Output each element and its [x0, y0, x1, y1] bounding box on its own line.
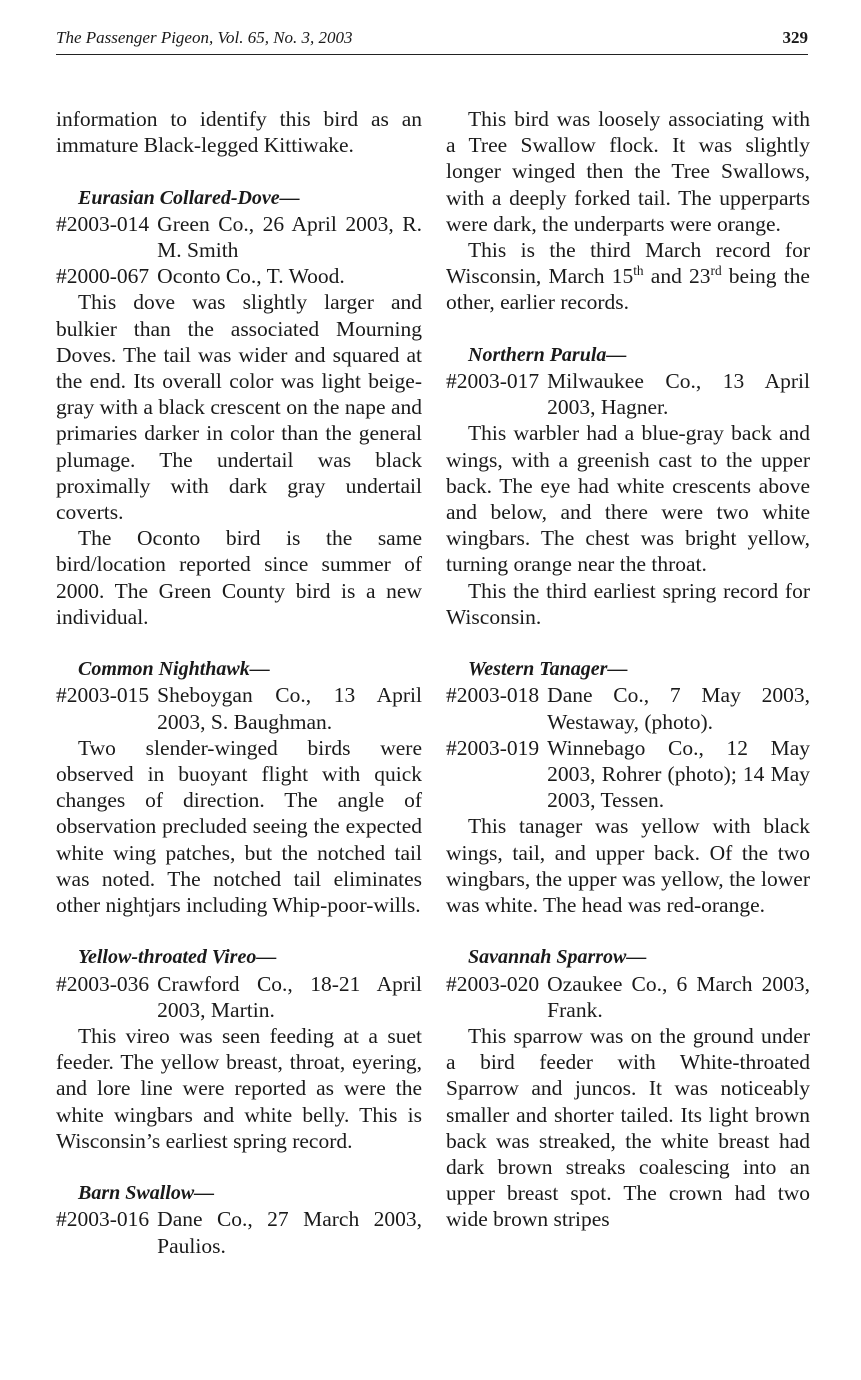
record-number: #2003-020 — [446, 971, 540, 996]
record-entry — [446, 682, 810, 734]
ordinal-suffix: rd — [710, 263, 722, 279]
description-paragraph: This sparrow was on the ground under a bird feeder with White-throated Sparrow and juncos. It was noticeably smaller and shorter tailed. Its light brown back was streaked, the white breast had dark brown streaks coalescing into an upper breast spot. The crown had two wide brown stripes — [446, 1024, 810, 1232]
record-details: Winnebago Co., 12 May 2003, Rohrer (photo); 14 May 2003, Tessen. — [547, 735, 810, 813]
record-details: Dane Co., 7 May 2003, Westaway, (photo). — [547, 683, 810, 734]
running-header — [56, 28, 808, 55]
record-details: Dane Co., 27 March 2003, Paulios. — [157, 1207, 422, 1258]
record-details: Oconto Co., T. Wood. — [157, 264, 345, 289]
record-number: #2003-036 — [56, 971, 150, 996]
description-paragraph — [446, 237, 810, 316]
ordinal-suffix: th — [633, 263, 644, 279]
description-paragraph: This bird was loosely associating with a Tree Swallow flock. It was slightly longer winged then the Tree Swallows, with a deeply forked tail. The upperparts were dark, the underparts were orange. — [446, 107, 810, 236]
text-run: This is the third March record for Wisconsin, March 15 — [446, 238, 810, 289]
species-heading-sparrow: Savannah Sparrow— — [468, 946, 647, 969]
record-details: Ozaukee Co., 6 March 2003, Frank. — [547, 971, 810, 1022]
description-paragraph: This the third earliest spring record for Wisconsin. — [446, 578, 810, 629]
record-details: Crawford Co., 18-21 April 2003, Martin. — [157, 971, 422, 1022]
page-number: 329 — [782, 28, 808, 47]
description-paragraph: Two slender-winged birds were observed in buoyant flight with quick changes of direction. The angle of observation precluded seeing the expected white wing patches, but the notched tail was noted. The notched tail eliminates other nightjars including Whip-poor-wills. — [56, 735, 422, 918]
record-number: #2003-015 — [56, 683, 150, 708]
record-entry — [446, 735, 810, 814]
record-details: Green Co., 26 April 2003, R. M. Smith — [157, 211, 422, 262]
species-heading-parula: Northern Parula— — [468, 343, 627, 366]
description-paragraph: This dove was slightly larger and bulkier than the associated Mourning Doves. The tail was wider and squared at the end. Its overall color was light beige-gray with a black crescent on the nape and primaries darker in color than the general plumage. The undertail was black proximally with dark gray undertail coverts. — [56, 290, 422, 525]
left-column — [56, 106, 422, 1259]
species-heading-tanager: Western Tanager— — [468, 658, 628, 681]
record-details: Milwaukee Co., 13 April 2003, Hagner. — [547, 369, 810, 420]
continued-paragraph: information to identify this bird as an immature Black-legged Kittiwake. — [56, 107, 422, 158]
right-column — [446, 106, 810, 1233]
species-heading-vireo: Yellow-throated Vireo— — [78, 946, 277, 969]
record-number: #2000-067 — [56, 264, 150, 289]
text-run: and 23 — [643, 264, 711, 289]
species-heading-barn-swallow: Barn Swallow— — [78, 1182, 215, 1205]
record-number: #2003-018 — [446, 683, 540, 708]
record-entry — [56, 682, 422, 734]
journal-citation: The Passenger Pigeon, Vol. 65, No. 3, 2003 — [56, 28, 353, 47]
record-entry — [56, 971, 422, 1023]
description-paragraph: This warbler had a blue-gray back and wings, with a greenish cast to the upper back. The eye had white crescents above and below, and there were two white wingbars. The chest was bright yellow, turning orange near the throat. — [446, 421, 810, 577]
record-number: #2003-017 — [446, 369, 540, 394]
species-heading-nighthawk: Common Nighthawk— — [78, 658, 270, 681]
record-number: #2003-014 — [56, 211, 150, 236]
description-paragraph: This tanager was yellow with black wings, tail, and upper back. Of the two wingbars, the upper was yellow, the lower was white. The head was red-orange. — [446, 814, 810, 918]
record-entry — [56, 1206, 422, 1258]
record-number: #2003-019 — [446, 735, 540, 760]
record-entry — [446, 368, 810, 420]
record-number: #2003-016 — [56, 1207, 150, 1232]
record-entry — [446, 971, 810, 1023]
record-details: Sheboygan Co., 13 April 2003, S. Baughman. — [157, 683, 422, 734]
record-entry — [56, 211, 422, 263]
description-paragraph: The Oconto bird is the same bird/location reported since summer of 2000. The Green County bird is a new individual. — [56, 526, 422, 629]
species-heading-collared-dove: Eurasian Collared-Dove— — [78, 186, 300, 209]
text-run: being the other, earlier records. — [446, 264, 810, 315]
record-entry — [56, 263, 422, 289]
description-paragraph: This vireo was seen feeding at a suet feeder. The yellow breast, throat, eyering, and lore line were reported as were the white wingbars and white belly. This is Wisconsin’s earliest spring record. — [56, 1024, 422, 1153]
